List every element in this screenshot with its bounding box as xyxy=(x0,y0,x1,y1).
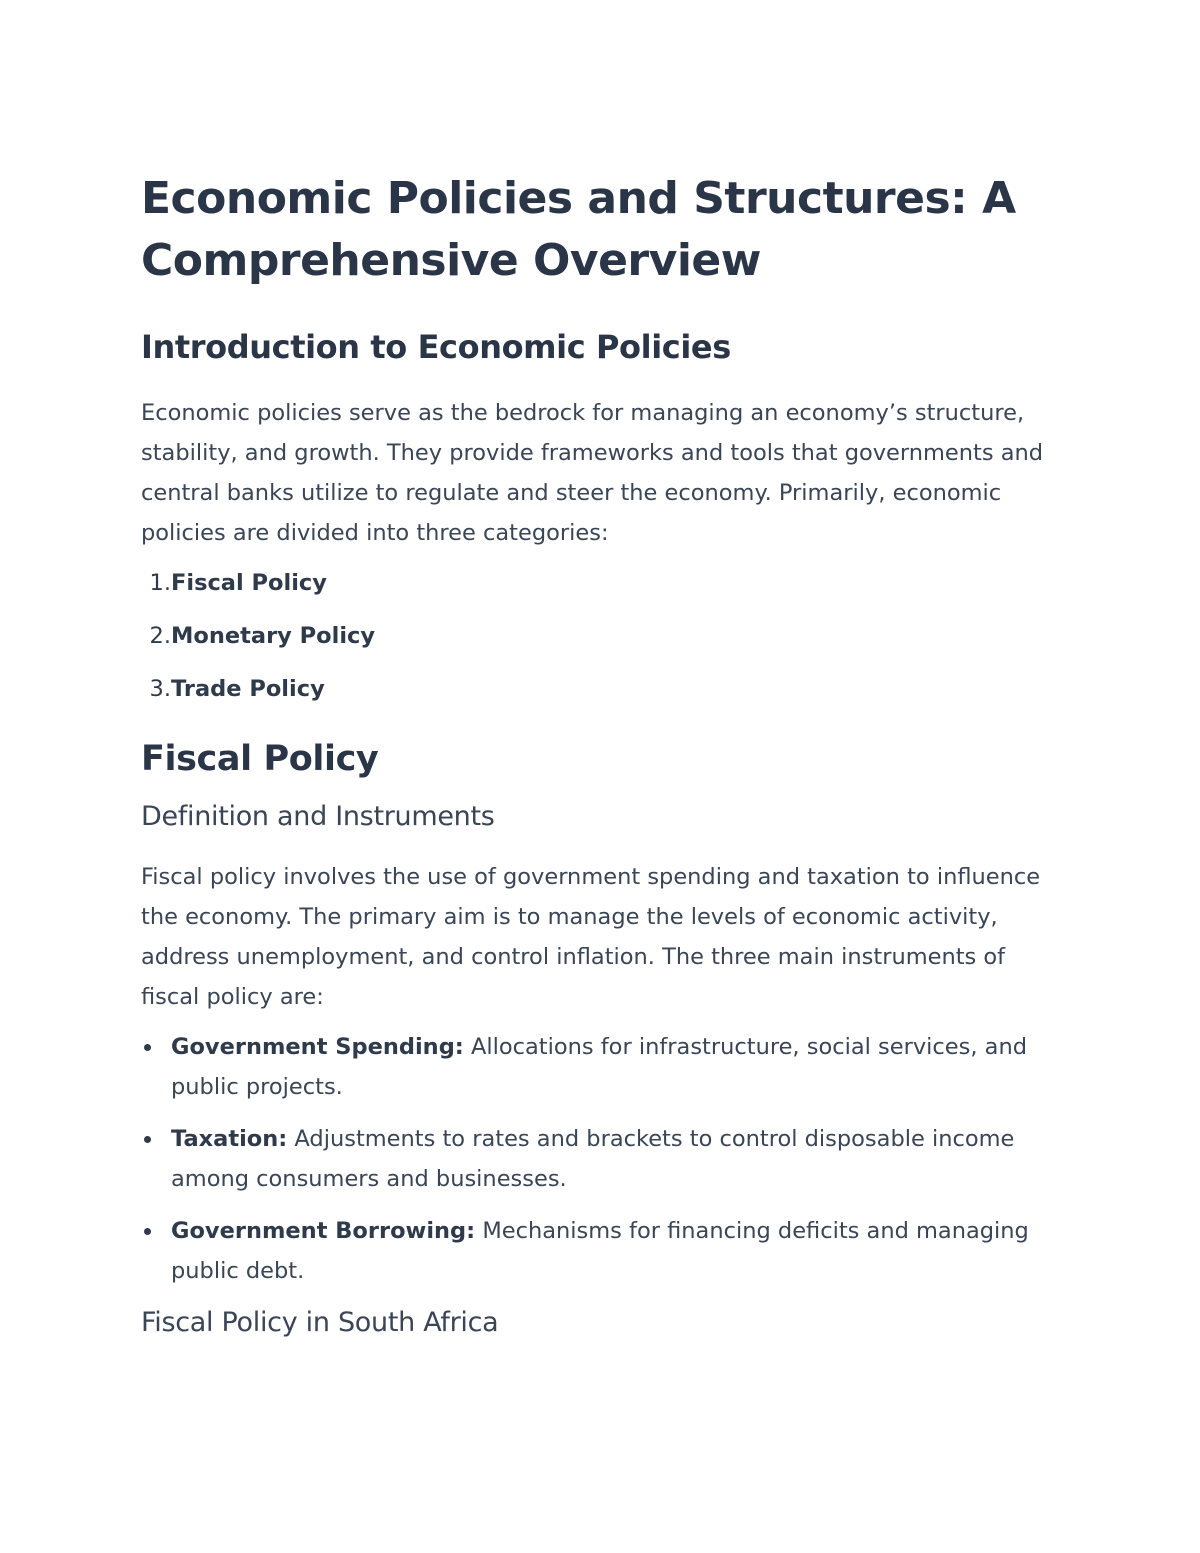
list-item xyxy=(141,616,1061,656)
list-item-label: Trade Policy xyxy=(171,676,325,702)
instrument-text: Mechanisms for financing deficits and managing public debt. xyxy=(171,1218,1029,1284)
bullet-icon xyxy=(144,1228,151,1235)
document-page xyxy=(141,168,1061,1343)
section-heading-fiscal: Fiscal Policy xyxy=(141,739,379,779)
subheading-south-africa: Fiscal Policy in South Africa xyxy=(141,1307,499,1338)
list-number: 2. xyxy=(149,623,171,649)
section-heading-intro: Introduction to Economic Policies xyxy=(141,328,731,366)
instrument-term: Government Spending: xyxy=(171,1034,464,1060)
bullet-icon xyxy=(144,1136,151,1143)
fiscal-paragraph: Fiscal policy involves the use of government spending and taxation to influence the economy. The primary aim is to manage the levels of economic activity, address unemployment, and control inflation. The three main instruments of fiscal policy are: xyxy=(141,864,1041,1010)
instrument-term: Taxation: xyxy=(171,1126,288,1152)
fiscal-instrument-list xyxy=(141,1027,1061,1291)
instrument-text: Allocations for infrastructure, social services, and public projects. xyxy=(171,1034,1027,1100)
bullet-icon xyxy=(144,1044,151,1051)
list-item xyxy=(141,1027,1061,1107)
list-number: 1. xyxy=(149,570,171,596)
document-title: Economic Policies and Structures: A Comprehensive Overview xyxy=(141,173,1016,286)
list-item xyxy=(141,563,1061,603)
instrument-term: Government Borrowing: xyxy=(171,1218,476,1244)
list-number: 3. xyxy=(149,676,171,702)
intro-paragraph: Economic policies serve as the bedrock for managing an economy’s structure, stability, and growth. They provide frameworks and tools that governments and central banks utilize to regulate and steer the economy. Primarily, economic policies are divided into three categories: xyxy=(141,400,1044,546)
list-item xyxy=(141,1119,1061,1199)
list-item-label: Fiscal Policy xyxy=(171,570,327,596)
list-item xyxy=(141,669,1061,709)
list-item xyxy=(141,1211,1061,1291)
list-item-label: Monetary Policy xyxy=(171,623,376,649)
policy-category-list xyxy=(141,563,1061,709)
subheading-definition: Definition and Instruments xyxy=(141,801,495,832)
instrument-text: Adjustments to rates and brackets to control disposable income among consumers and businesses. xyxy=(171,1126,1015,1192)
